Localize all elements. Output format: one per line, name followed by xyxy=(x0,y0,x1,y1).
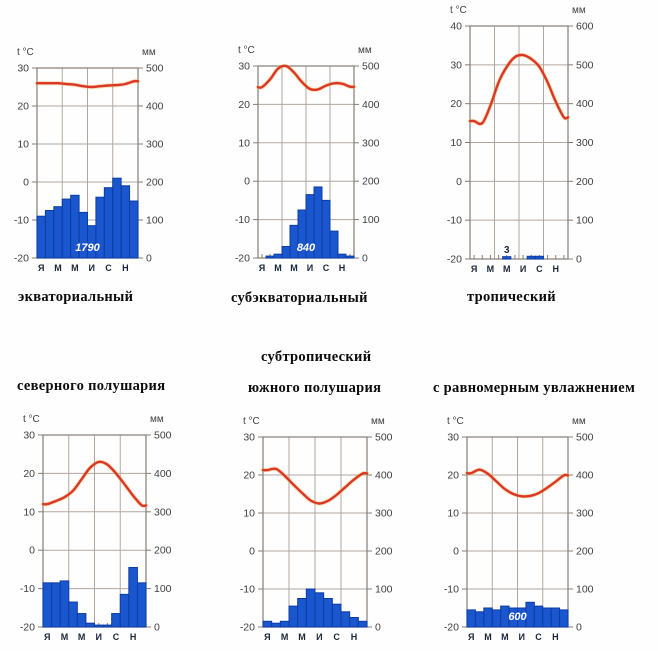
temp-tick-label: 10 xyxy=(243,507,255,520)
precip-bar xyxy=(52,583,61,627)
month-label: Н xyxy=(129,632,137,642)
precip-tick-label: 0 xyxy=(576,253,582,266)
precip-tick-label: 500 xyxy=(362,60,380,73)
temp-tick-label: 20 xyxy=(17,100,29,113)
precip-bar xyxy=(54,207,62,258)
precip-bar xyxy=(306,589,315,627)
precip-tick-label: 100 xyxy=(375,583,393,596)
temp-tick-label: 30 xyxy=(238,60,250,73)
precip-bar xyxy=(274,254,282,258)
precip-tick-label: 400 xyxy=(576,469,594,482)
temp-tick-label: 20 xyxy=(23,467,35,480)
precip-bar xyxy=(69,602,78,627)
precip-bar xyxy=(332,604,341,627)
precip-bar xyxy=(346,256,354,258)
precip-tick-label: 100 xyxy=(362,214,380,227)
precip-axis-title: мм xyxy=(572,416,586,427)
precip-bar xyxy=(104,188,112,258)
precip-tick-label: 400 xyxy=(154,467,172,480)
precip-tick-label: 300 xyxy=(146,138,164,151)
month-label: М xyxy=(274,263,282,273)
month-label: М xyxy=(290,263,298,273)
precip-bar xyxy=(350,618,359,628)
climograph-subtropical-uniform-plot xyxy=(431,411,602,645)
temp-tick-label: -10 xyxy=(13,214,29,227)
temp-tick-label: -10 xyxy=(234,214,250,227)
precip-axis-title: мм xyxy=(371,416,385,427)
month-label: Н xyxy=(552,264,559,274)
temp-tick-label: -20 xyxy=(13,252,29,265)
temp-tick-label: 10 xyxy=(450,137,462,149)
month-label: М xyxy=(54,263,62,273)
annual-total-label: 1790 xyxy=(75,242,100,254)
month-label: С xyxy=(535,632,542,642)
temp-tick-label: 0 xyxy=(244,175,250,188)
precip-axis-title: мм xyxy=(358,45,372,56)
precip-tick-label: 200 xyxy=(576,175,594,188)
month-label: И xyxy=(95,632,103,642)
precip-bar xyxy=(484,608,492,627)
temp-tick-label: 0 xyxy=(453,545,459,558)
month-label: Н xyxy=(552,632,559,642)
precip-tick-label: 0 xyxy=(375,621,381,634)
temp-tick-label: 40 xyxy=(450,20,462,33)
month-label: С xyxy=(322,263,330,273)
precip-bar xyxy=(112,614,121,627)
caption-equatorial: экваториальный xyxy=(18,289,134,305)
temp-tick-label: 30 xyxy=(447,431,459,444)
precip-bar xyxy=(37,216,45,258)
precip-bar xyxy=(60,581,69,627)
month-label: Я xyxy=(37,263,45,273)
temp-axis-title: t °C xyxy=(447,416,464,427)
precip-tick-label: 300 xyxy=(576,137,594,149)
precip-axis-title: мм xyxy=(150,414,164,425)
month-label: М xyxy=(503,264,511,274)
month-label: Я xyxy=(264,632,271,642)
precip-tick-label: 400 xyxy=(375,469,393,482)
precip-tick-label: 100 xyxy=(154,583,172,596)
temp-tick-label: 20 xyxy=(450,98,462,111)
precip-tick-label: 500 xyxy=(375,431,393,444)
precip-bar xyxy=(121,186,129,258)
precip-bar xyxy=(263,621,272,627)
precip-bar xyxy=(551,608,559,627)
climograph-subtropical-uniform xyxy=(431,411,602,645)
precip-tick-label: 300 xyxy=(576,507,594,520)
month-label: С xyxy=(105,263,112,273)
precip-tick-label: 200 xyxy=(154,544,172,557)
temp-tick-label: -20 xyxy=(443,621,459,634)
precip-tick-label: 200 xyxy=(375,545,393,558)
precip-bar xyxy=(62,199,70,258)
temp-tick-label: -10 xyxy=(239,583,255,596)
climograph-subtropical-north xyxy=(7,409,180,645)
temp-tick-label: 0 xyxy=(456,175,462,188)
precip-bar xyxy=(330,231,338,258)
temp-axis-title: t °C xyxy=(450,5,467,16)
precip-bar xyxy=(130,201,138,258)
precip-tick-label: 300 xyxy=(154,506,172,519)
caption-subequatorial: субэкваториальный xyxy=(231,290,368,306)
precip-axis-title: мм xyxy=(572,5,586,16)
precip-tick-label: 300 xyxy=(375,507,393,520)
precip-bar xyxy=(341,612,350,627)
month-label: Я xyxy=(44,632,51,642)
month-label: Я xyxy=(470,264,478,274)
precip-bar xyxy=(314,187,322,258)
precip-bar xyxy=(266,256,274,258)
precip-tick-label: 100 xyxy=(576,214,594,227)
precip-bar xyxy=(43,583,52,627)
month-label: И xyxy=(88,263,95,273)
temp-tick-label: -10 xyxy=(446,214,462,227)
temp-tick-label: 10 xyxy=(23,506,35,519)
month-label: С xyxy=(536,264,543,274)
temp-tick-label: 0 xyxy=(29,544,35,557)
precip-tick-label: 400 xyxy=(576,98,594,111)
precip-bar xyxy=(338,254,346,258)
precip-bar xyxy=(560,610,568,627)
climograph-equatorial xyxy=(1,42,172,276)
climograph-subtropical-south-plot xyxy=(227,411,401,645)
month-label: Я xyxy=(258,263,266,273)
climograph-subequatorial xyxy=(222,40,388,276)
temp-tick-label: -10 xyxy=(443,583,459,596)
precip-tick-label: 100 xyxy=(576,583,594,596)
precip-bar xyxy=(289,606,298,627)
temp-tick-label: 30 xyxy=(450,59,462,72)
temp-tick-label: 10 xyxy=(17,138,29,151)
temp-tick-label: 20 xyxy=(243,469,255,482)
precip-tick-label: 200 xyxy=(362,175,380,188)
month-label: Н xyxy=(122,263,129,273)
temp-axis-title: t °C xyxy=(238,45,255,56)
month-label: Н xyxy=(338,263,346,273)
temp-tick-label: 30 xyxy=(23,429,35,442)
climograph-tropical xyxy=(434,0,602,277)
precip-bar xyxy=(272,623,281,627)
precip-axis-title: мм xyxy=(142,47,156,58)
precip-bar xyxy=(534,606,542,627)
temp-tick-label: 30 xyxy=(17,62,29,75)
precip-tick-label: 600 xyxy=(576,20,594,33)
precip-bar xyxy=(77,614,86,627)
month-label: М xyxy=(298,632,306,642)
precip-bar xyxy=(315,593,324,627)
precip-tick-label: 500 xyxy=(576,59,594,72)
precip-tick-label: 0 xyxy=(362,252,368,265)
month-label: М xyxy=(280,632,289,642)
temp-tick-label: 10 xyxy=(238,137,250,150)
temp-tick-label: 20 xyxy=(238,98,250,111)
month-label: С xyxy=(333,632,340,642)
precip-bar xyxy=(543,608,551,627)
temp-tick-label: 30 xyxy=(243,431,255,444)
precip-bar xyxy=(527,256,535,259)
precip-tick-label: 0 xyxy=(146,252,152,265)
precip-bar xyxy=(86,623,95,627)
month-label: М xyxy=(501,632,509,642)
precip-bar xyxy=(282,246,290,258)
temp-tick-label: -20 xyxy=(234,252,250,265)
precip-bar xyxy=(129,567,138,627)
precip-tick-label: 500 xyxy=(146,62,164,75)
precip-bar xyxy=(95,625,104,627)
temp-tick-label: 0 xyxy=(23,176,29,189)
climograph-subtropical-south xyxy=(227,411,401,645)
precip-tick-label: 100 xyxy=(146,214,164,227)
month-label: И xyxy=(306,263,314,273)
precip-tick-label: 500 xyxy=(576,431,594,444)
precip-bar xyxy=(324,599,333,628)
temp-tick-label: 0 xyxy=(249,545,255,558)
precip-bar xyxy=(298,599,307,628)
group-title-subtropical: субтропический xyxy=(261,349,372,365)
precip-bar xyxy=(503,257,511,259)
temp-tick-label: -20 xyxy=(239,621,255,634)
month-label: Н xyxy=(350,632,358,642)
month-label: И xyxy=(518,632,525,642)
precip-bar xyxy=(280,621,289,627)
subtitle-uniform-moisture: с равномерным увлажнением xyxy=(433,380,636,396)
subtitle-southern-hemisphere: южного полушария xyxy=(248,380,382,396)
precip-tick-label: 400 xyxy=(146,100,164,113)
temp-axis-title: t °C xyxy=(23,414,40,425)
annual-total-label: 3 xyxy=(503,245,510,256)
precip-tick-label: 200 xyxy=(576,545,594,558)
month-label: Я xyxy=(467,632,475,642)
temp-tick-label: 10 xyxy=(447,507,459,520)
subtitle-northern-hemisphere: северного полушария xyxy=(17,378,166,394)
precip-bar xyxy=(467,610,475,627)
month-label: И xyxy=(316,632,323,642)
precip-tick-label: 500 xyxy=(154,429,172,442)
precip-bar xyxy=(358,621,367,627)
climograph-equatorial-plot xyxy=(1,42,172,276)
temp-tick-label: -10 xyxy=(19,583,35,596)
precip-bar xyxy=(535,256,543,259)
annual-total-label: 600 xyxy=(508,611,527,623)
month-label: И xyxy=(519,264,527,274)
temp-tick-label: -20 xyxy=(446,253,462,266)
precip-bar xyxy=(492,610,500,627)
precip-bar xyxy=(322,200,330,258)
precip-tick-label: 0 xyxy=(154,621,160,634)
caption-tropical: тропический xyxy=(467,289,556,305)
precip-tick-label: 300 xyxy=(362,137,380,150)
climograph-subequatorial-plot xyxy=(222,40,388,276)
month-label: М xyxy=(60,632,69,642)
climograph-tropical-plot xyxy=(434,0,602,277)
annual-total-label: 840 xyxy=(296,242,316,254)
precip-bar xyxy=(103,625,112,627)
month-label: М xyxy=(77,632,86,642)
precip-tick-label: 0 xyxy=(576,621,582,634)
precip-bar xyxy=(113,178,121,258)
precip-bar xyxy=(120,594,129,627)
month-label: М xyxy=(484,632,492,642)
temp-axis-title: t °C xyxy=(17,47,34,58)
temp-axis-title: t °C xyxy=(243,416,260,427)
precip-bar xyxy=(137,583,146,627)
climograph-subtropical-north-plot xyxy=(7,409,180,645)
temp-tick-label: -20 xyxy=(19,621,35,634)
month-label: М xyxy=(486,264,495,274)
precip-bar xyxy=(475,612,483,627)
precip-bar xyxy=(526,602,534,627)
precip-tick-label: 200 xyxy=(146,176,164,189)
month-label: С xyxy=(112,632,120,642)
temp-tick-label: 20 xyxy=(447,469,459,482)
precip-tick-label: 400 xyxy=(362,98,380,111)
month-label: М xyxy=(71,263,79,273)
precip-bar xyxy=(45,211,53,259)
